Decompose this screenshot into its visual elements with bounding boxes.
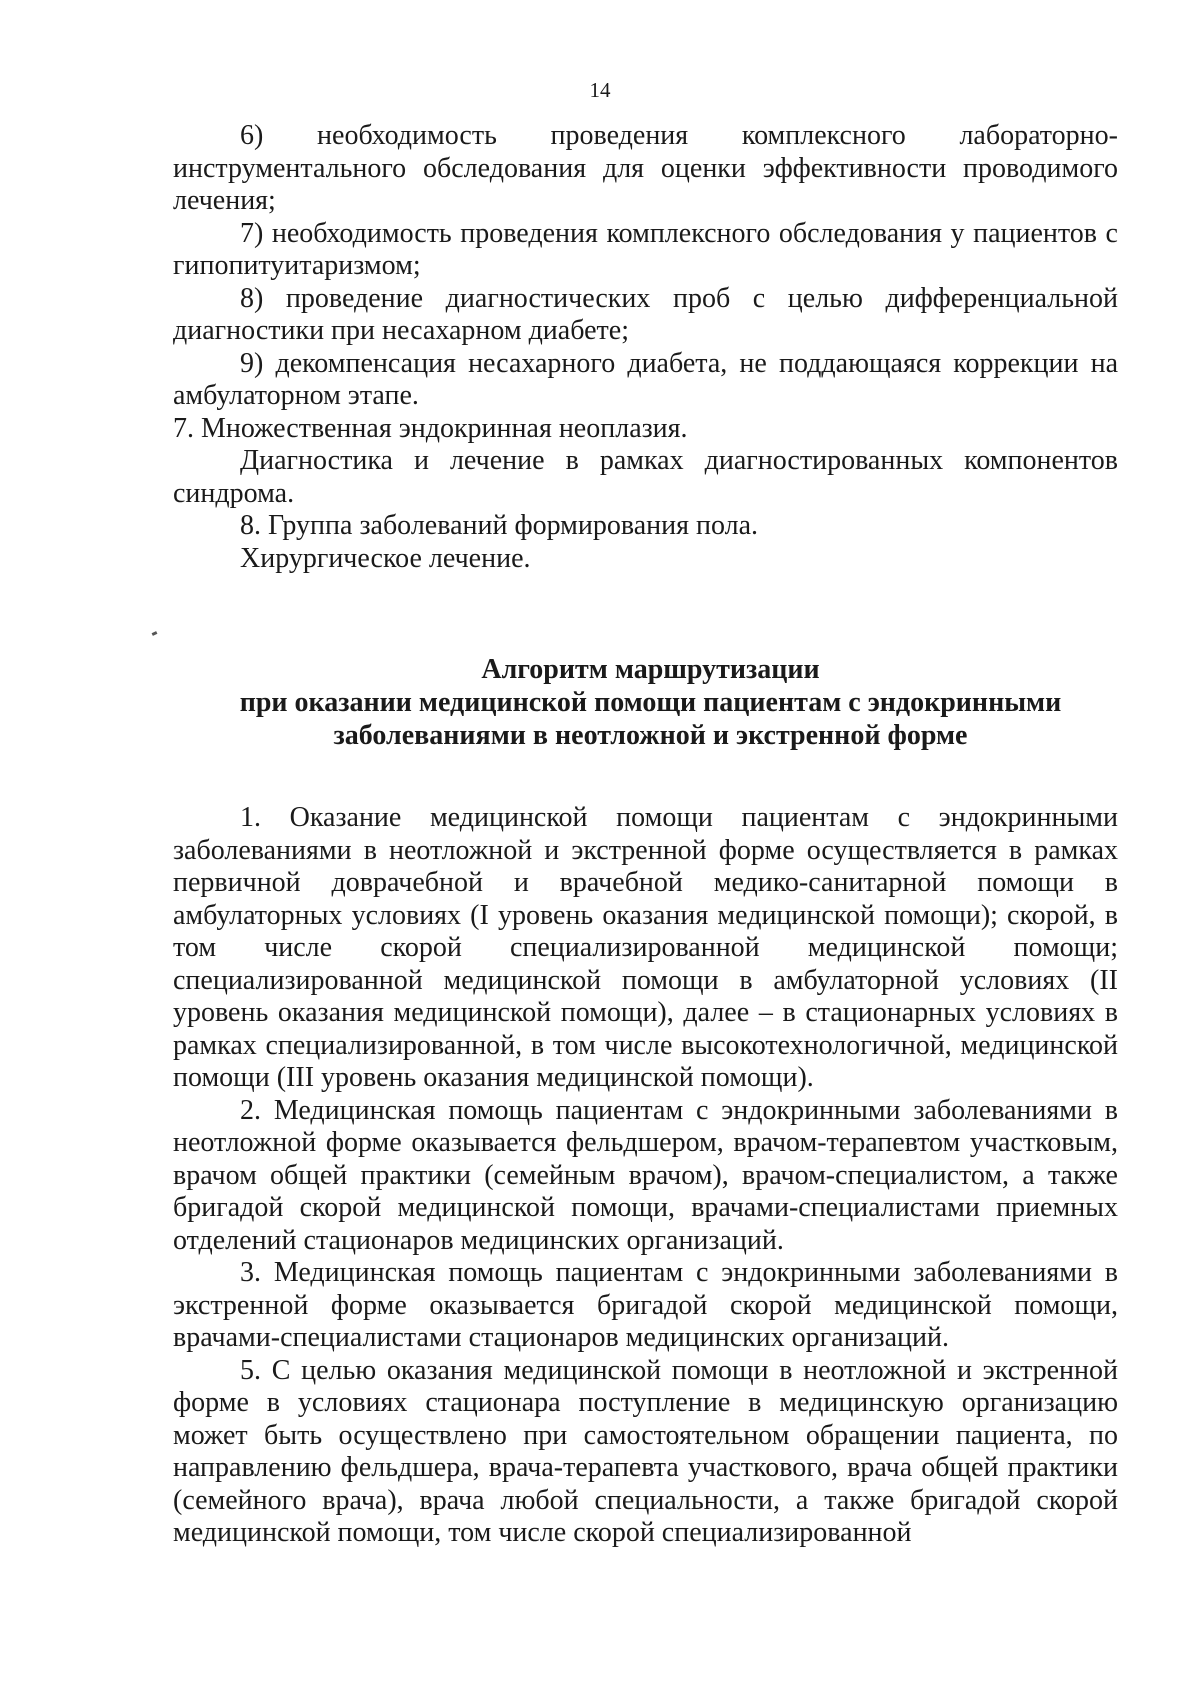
paragraph-1: 1. Оказание медицинской помощи пациентам с эндокринными заболеваниями в неотложной и экстренной форме осуществляется в рамках первичной доврачебной и врачебной медико-санитарной помощи в амбулаторных условиях (I уровень оказания медицинской помощи); скорой, в том числе скорой специализированной медицинской помощи; специализированной медицинской помощи в амбулаторной условиях (II уровень оказания медицинской помощи), далее – в стационарных условиях в рамках специализированной, в том числе высокотехнологичной, медицинской помощи (III уровень оказания медицинской помощи). (173, 802, 1118, 1093)
document-body (173, 120, 1118, 1550)
section-8-title: 8. Группа заболеваний формирования пола. (240, 510, 759, 541)
paragraph-2: 2. Медицинская помощь пациентам с эндокринными заболеваниями в неотложной форме оказывается фельдшером, врачом-терапевтом участковым, врачом общей практики (семейным врачом), врачом-специалистом, а также бригадой скорой медицинской помощи, врачами-специалистами приемных отделений стационаров медицинских организаций. (173, 1094, 1118, 1256)
paragraph-3: 3. Медицинская помощь пациентам с эндокринными заболеваниями в экстренной форме оказывается бригадой скорой медицинской помощи, врачами-специалистами стационаров медицинских организаций. (173, 1257, 1118, 1353)
page-number: 14 (589, 78, 611, 102)
section-7-text: Диагностика и лечение в рамках диагностированных компонентов синдрома. (173, 445, 1118, 509)
heading-line-2: при оказании медицинской помощи пациентам с эндокринными (239, 687, 1062, 718)
section-8-text: Хирургическое лечение. (240, 542, 531, 574)
section-7-title: 7. Множественная эндокринная неоплазия. (173, 412, 688, 444)
list-item-8: 8) проведение диагностических проб с целью дифференциальной диагностики при несахарном диабете; (173, 282, 1118, 346)
list-item-9: 9) декомпенсация несахарного диабета, не поддающаяся коррекции на амбулаторном этапе. (173, 347, 1118, 411)
section-heading (173, 653, 1118, 752)
list-item-6: 6) необходимость проведения комплексного лабораторно-инструментального обследования для оценки эффективности проводимого лечения; (173, 120, 1118, 216)
heading-line-3: заболеваниями в неотложной и экстренной форме (333, 720, 968, 751)
scan-artifact-mark (152, 631, 158, 636)
paragraph-5: 5. С целью оказания медицинской помощи в неотложной и экстренной форме в условиях стационара поступление в медицинскую организацию может быть осуществлено при самостоятельном обращении пациента, по направлению фельдшера, врача-терапевта участкового, врача общей практики (семейного врача), врача любой специальности, а также бригадой скорой медицинской помощи, том числе скорой специализированной (173, 1354, 1118, 1548)
heading-line-1: Алгоритм маршрутизации (481, 654, 820, 685)
list-item-7: 7) необходимость проведения комплексного обследования у пациентов с гипопитуитаризмом; (173, 217, 1118, 281)
